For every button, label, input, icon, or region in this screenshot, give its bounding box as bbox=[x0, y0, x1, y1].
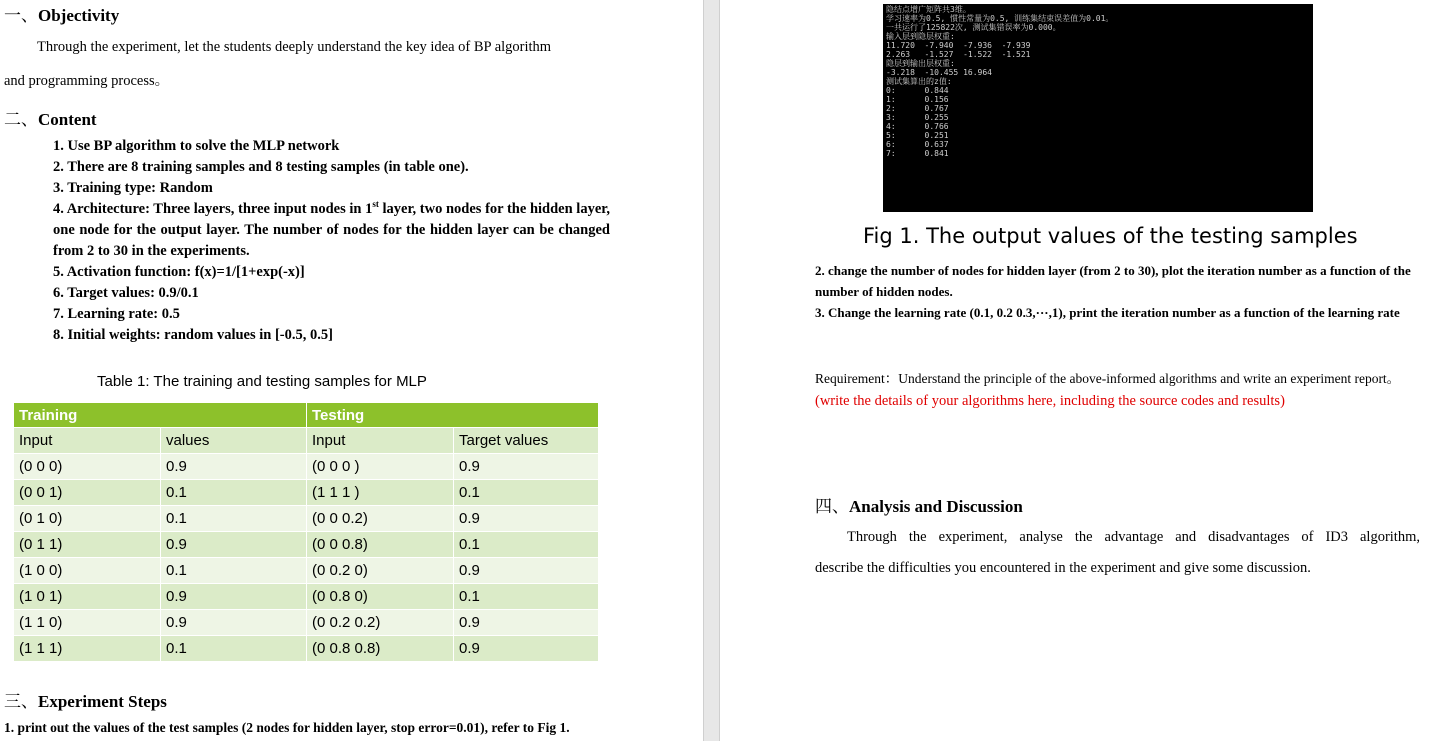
console-line: 学习速率为0.5, 惯性常量为0.5, 训练集结束误差值为0.01。 bbox=[886, 14, 1114, 23]
console-line: 测试集算出的z值: bbox=[886, 77, 952, 86]
console-line: 输入层到隐层权重: bbox=[886, 32, 955, 41]
section-number: 二、 bbox=[4, 110, 38, 130]
analysis-text-line2: describe the difficulties you encountered in the experiment and give some discussion. bbox=[815, 560, 1311, 576]
step-2: 2. change the number of nodes for hidden layer (from 2 to 30), plot the iteration number as a function of the number of hidden nodes. bbox=[815, 263, 1411, 299]
section-number: 四、 bbox=[815, 497, 849, 517]
table-cell: 0.1 bbox=[161, 506, 307, 532]
table-row bbox=[14, 636, 599, 662]
console-line: 2: 0.767 bbox=[886, 104, 949, 113]
analysis-text-line1: Through the experiment, analyse the advantage and disadvantages of ID3 algorithm, bbox=[847, 529, 1420, 545]
table-row bbox=[14, 506, 599, 532]
objective-text-line1: Through the experiment, let the students deeply understand the key idea of BP algorithm bbox=[37, 39, 552, 55]
table-cell: (0 0.8 0) bbox=[307, 584, 454, 610]
table-cell: (1 1 1) bbox=[14, 636, 161, 662]
samples-table bbox=[13, 402, 599, 662]
console-output-image bbox=[883, 4, 1313, 212]
table-row bbox=[14, 532, 599, 558]
content-list bbox=[53, 136, 610, 346]
console-line: 一共运行了125822次, 测试集错误率为0.000。 bbox=[886, 23, 1061, 32]
content-item: 1. Use BP algorithm to solve the MLP network bbox=[53, 138, 340, 154]
table-cell: 0.1 bbox=[454, 480, 599, 506]
step-1: 1. print out the values of the test samples (2 nodes for hidden layer, stop error=0.01), refer to Fig 1. bbox=[4, 720, 570, 735]
table-cell: (1 1 1 ) bbox=[307, 480, 454, 506]
table-row bbox=[14, 584, 599, 610]
table-column-row bbox=[14, 428, 599, 454]
table-cell: 0.9 bbox=[454, 506, 599, 532]
table-cell: 0.9 bbox=[454, 636, 599, 662]
column-header: Input bbox=[14, 428, 161, 454]
table-cell: 0.1 bbox=[161, 636, 307, 662]
table-cell: (1 0 0) bbox=[14, 558, 161, 584]
table-row bbox=[14, 610, 599, 636]
column-header: values bbox=[161, 428, 307, 454]
content-item: 5. Activation function: f(x)=1/[1+exp(-x)] bbox=[53, 264, 305, 280]
table-cell: (1 1 0) bbox=[14, 610, 161, 636]
content-item-architecture bbox=[53, 199, 610, 262]
table-cell: 0.9 bbox=[161, 532, 307, 558]
table-cell: (0 0 1) bbox=[14, 480, 161, 506]
header-training: Training bbox=[14, 403, 307, 428]
content-item: 7. Learning rate: 0.5 bbox=[53, 306, 180, 322]
console-line: 7: 0.841 bbox=[886, 149, 949, 158]
table-cell: 0.9 bbox=[454, 454, 599, 480]
content-item: 2. There are 8 training samples and 8 testing samples (in table one). bbox=[53, 159, 469, 175]
table-row bbox=[14, 454, 599, 480]
table-cell: (1 0 1) bbox=[14, 584, 161, 610]
console-line: 11.720 -7.940 -7.936 -7.939 bbox=[886, 41, 1031, 50]
console-line: 4: 0.766 bbox=[886, 122, 949, 131]
table-row bbox=[14, 480, 599, 506]
console-line: 6: 0.637 bbox=[886, 140, 949, 149]
table-cell: 0.1 bbox=[454, 532, 599, 558]
table-cell: 0.9 bbox=[454, 610, 599, 636]
requirement-text: Requirement：Understand the principle of the above-informed algorithms and write an experiment report。 bbox=[815, 371, 1401, 386]
figure-caption: Fig 1. The output values of the testing samples bbox=[863, 224, 1358, 248]
section-heading-experiment-steps bbox=[4, 687, 167, 712]
section-heading-objectivity bbox=[4, 1, 119, 26]
table-cell: (0 0.2 0.2) bbox=[307, 610, 454, 636]
architecture-text: 4. Architecture: Three layers, three input nodes in 1 bbox=[53, 201, 373, 217]
section-title: Objectivity bbox=[38, 6, 120, 25]
step-3: 3. Change the learning rate (0.1, 0.2 0.3,···,1), print the iteration number as a function of the learning rate bbox=[815, 305, 1400, 320]
table-cell: (0 0 0) bbox=[14, 454, 161, 480]
table-cell: 0.9 bbox=[161, 610, 307, 636]
table-header-row bbox=[14, 403, 599, 428]
table-cell: 0.9 bbox=[161, 584, 307, 610]
content-item: 8. Initial weights: random values in [-0.5, 0.5] bbox=[53, 327, 333, 343]
section-heading-content bbox=[4, 105, 97, 130]
table-cell: (0 0.2 0) bbox=[307, 558, 454, 584]
content-item: 6. Target values: 0.9/0.1 bbox=[53, 285, 199, 301]
header-testing: Testing bbox=[307, 403, 599, 428]
console-line: 隐结点增广矩阵共3维。 bbox=[886, 5, 971, 14]
right-page bbox=[720, 0, 1435, 741]
table-caption: Table 1: The training and testing samples for MLP bbox=[97, 373, 427, 390]
table-row bbox=[14, 558, 599, 584]
table-cell: 0.9 bbox=[454, 558, 599, 584]
superscript: st bbox=[372, 199, 379, 210]
section-title: Experiment Steps bbox=[38, 692, 167, 711]
table-cell: (0 0 0.8) bbox=[307, 532, 454, 558]
table-cell: (0 1 1) bbox=[14, 532, 161, 558]
table-cell: 0.1 bbox=[161, 480, 307, 506]
console-line: 5: 0.251 bbox=[886, 131, 949, 140]
table-cell: (0 0.8 0.8) bbox=[307, 636, 454, 662]
console-line: 1: 0.156 bbox=[886, 95, 949, 104]
column-header: Target values bbox=[454, 428, 599, 454]
console-line: 隐层到输出层权重: bbox=[886, 59, 955, 68]
table-cell: (0 0 0.2) bbox=[307, 506, 454, 532]
objective-text-line2: and programming process。 bbox=[4, 73, 170, 89]
architecture-text-rest: layer, two nodes for the hidden layer, one node for the output layer. The number of nodes for the hidden layer can be changed from 2 to 30 in the experiments. bbox=[53, 201, 610, 259]
left-page bbox=[0, 0, 703, 741]
console-line: 3: 0.255 bbox=[886, 113, 949, 122]
section-heading-analysis bbox=[815, 492, 1023, 517]
table-cell: 0.1 bbox=[161, 558, 307, 584]
section-number: 一、 bbox=[4, 6, 38, 26]
red-note: (write the details of your algorithms here, including the source codes and results) bbox=[815, 393, 1285, 409]
table-cell: 0.9 bbox=[161, 454, 307, 480]
console-line: 2.263 -1.527 -1.522 -1.521 bbox=[886, 50, 1031, 59]
section-number: 三、 bbox=[4, 692, 38, 712]
console-line: -3.218 -10.455 16.964 bbox=[886, 68, 992, 77]
table-cell: 0.1 bbox=[454, 584, 599, 610]
table-cell: (0 0 0 ) bbox=[307, 454, 454, 480]
content-item: 3. Training type: Random bbox=[53, 180, 213, 196]
section-title: Content bbox=[38, 110, 97, 129]
page-gutter bbox=[703, 0, 720, 741]
column-header: Input bbox=[307, 428, 454, 454]
table-cell: (0 1 0) bbox=[14, 506, 161, 532]
section-title: Analysis and Discussion bbox=[849, 497, 1023, 516]
console-line: 0: 0.844 bbox=[886, 86, 949, 95]
